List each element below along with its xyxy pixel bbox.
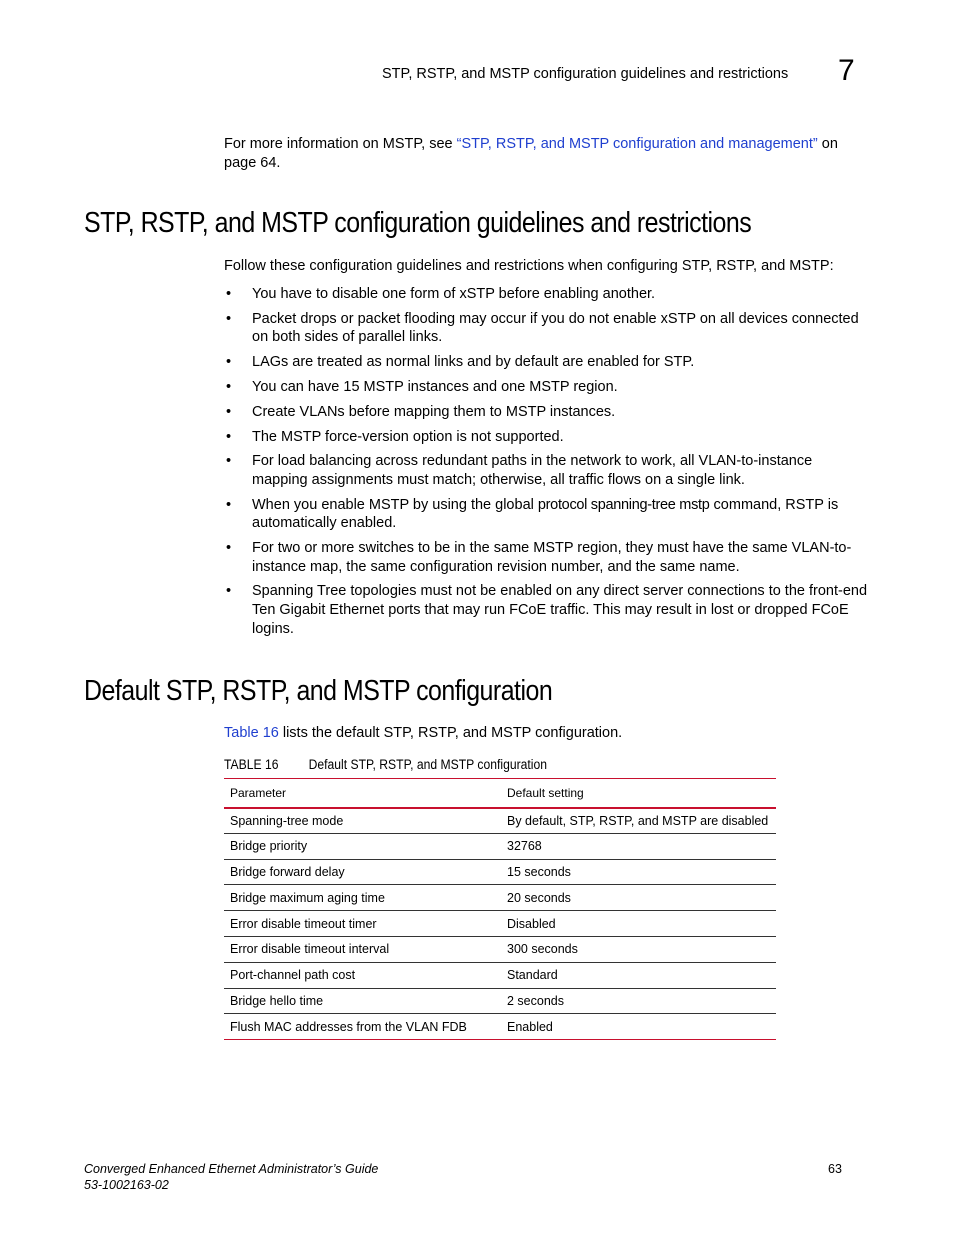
bullet-icon: •	[226, 403, 232, 420]
section-heading-defaults: Default STP, RSTP, and MSTP configuration	[84, 675, 553, 707]
bullet-icon: •	[226, 496, 232, 513]
list-item	[224, 539, 869, 576]
footer-book-title: Converged Enhanced Ethernet Administrator’s Guide	[84, 1162, 379, 1176]
table-cell: Error disable timeout interval	[230, 942, 390, 957]
table-cell: Error disable timeout timer	[230, 916, 377, 931]
list-item-text: LAGs are treated as normal links and by default are enabled for STP.	[252, 354, 695, 371]
guidelines-list	[224, 285, 869, 644]
running-header: STP, RSTP, and MSTP configuration guidelines and restrictions	[382, 66, 789, 82]
defaults-lead	[224, 724, 869, 743]
table-label: TABLE 16	[224, 757, 279, 772]
column-header-default: Default setting	[507, 785, 584, 800]
list-item-text: For two or more switches to be in the same MSTP region, they must have the same VLAN-to-instance map, the same configuration revision number, and the same name.	[252, 540, 852, 575]
list-item-text: Packet drops or packet flooding may occur if you do not enable xSTP on all devices connected on both sides of parallel links.	[252, 310, 859, 346]
list-item-text: The MSTP force-version option is not supported.	[252, 428, 564, 445]
table-header-row	[224, 779, 776, 808]
bullet-icon: •	[226, 354, 232, 371]
list-item-text: You have to disable one form of xSTP before enabling another.	[252, 286, 656, 302]
table-row	[224, 911, 776, 937]
intro-suffix: on page 64.	[224, 136, 838, 171]
column-header-parameter: Parameter	[230, 785, 287, 800]
table-cell: Disabled	[507, 916, 556, 931]
table-cell: Enabled	[507, 1019, 553, 1034]
table-cell: 300 seconds	[507, 942, 578, 957]
table-cell: Bridge forward delay	[230, 864, 345, 879]
table-row	[224, 808, 776, 834]
intro-paragraph	[224, 135, 864, 173]
table-cell: 32768	[507, 839, 542, 854]
table-cell: Spanning-tree mode	[230, 813, 344, 828]
list-item	[224, 428, 869, 447]
table-row	[224, 988, 776, 1014]
intro-prefix: For more information on MSTP, see	[224, 136, 457, 152]
table-cell: By default, STP, RSTP, and MSTP are disabled	[507, 813, 769, 828]
defaults-lead-text: lists the default STP, RSTP, and MSTP configuration.	[278, 725, 623, 741]
table-row	[224, 885, 776, 911]
page-number: 63	[828, 1162, 842, 1176]
table-row	[224, 859, 776, 885]
table-cell: Flush MAC addresses from the VLAN FDB	[230, 1019, 467, 1034]
command-keyword: protocol spanning-tree mstp	[537, 496, 710, 513]
list-item	[224, 285, 869, 304]
list-item-text: For load balancing across redundant paths in the network to work, all VLAN-to-instance mapping assignments must match; otherwise, all traffic flows on a single link.	[252, 453, 813, 488]
guidelines-lead: Follow these configuration guidelines and restrictions when configuring STP, RSTP, and MSTP:	[224, 258, 834, 274]
bullet-icon: •	[226, 378, 232, 395]
table-row	[224, 833, 776, 859]
table-cell: Bridge hello time	[230, 993, 324, 1008]
bullet-icon: •	[226, 428, 232, 445]
table-title: Default STP, RSTP, and MSTP configuration	[308, 757, 548, 772]
table-cell: 2 seconds	[507, 993, 564, 1008]
table-cell: 15 seconds	[507, 864, 571, 879]
table-row	[224, 962, 776, 988]
default-config-table	[224, 778, 776, 1040]
chapter-number: 7	[838, 54, 855, 87]
list-item-text-pre: When you enable MSTP by using the global	[252, 496, 538, 513]
list-item	[224, 452, 869, 489]
section-heading-guidelines: STP, RSTP, and MSTP configuration guidelines and restrictions	[84, 207, 752, 239]
bullet-icon: •	[226, 310, 232, 327]
list-item	[224, 496, 869, 533]
table-row	[224, 1014, 776, 1040]
list-item-text: You can have 15 MSTP instances and one MSTP region.	[252, 378, 618, 395]
table-row	[224, 936, 776, 962]
bullet-icon: •	[226, 286, 232, 302]
list-item	[224, 403, 869, 422]
bullet-icon: •	[226, 453, 232, 470]
list-item	[224, 582, 869, 638]
table-cell: 20 seconds	[507, 890, 571, 905]
table-cell: Bridge maximum aging time	[230, 890, 385, 905]
list-item	[224, 353, 869, 372]
table-cell: Bridge priority	[230, 839, 308, 854]
list-item-text: Spanning Tree topologies must not be enabled on any direct server connections to the front-end Ten Gigabit Ethernet ports that may run FCoE traffic. This may result in lost or dropped FCoE logins.	[252, 583, 868, 637]
list-item	[224, 310, 869, 347]
table-caption	[224, 757, 548, 772]
mstp-cross-reference-link[interactable]: “STP, RSTP, and MSTP configuration and management”	[456, 136, 818, 152]
table-reference-link[interactable]: Table 16	[224, 725, 279, 741]
list-item-text: Create VLANs before mapping them to MSTP instances.	[252, 403, 616, 420]
list-item	[224, 378, 869, 397]
bullet-icon: •	[226, 583, 232, 600]
bullet-icon: •	[226, 540, 232, 557]
list-item-text-post: command, RSTP is automatically enabled.	[252, 496, 839, 532]
table-cell: Standard	[507, 968, 558, 983]
footer-doc-number: 53-1002163-02	[84, 1178, 169, 1192]
table-cell: Port-channel path cost	[230, 968, 356, 983]
